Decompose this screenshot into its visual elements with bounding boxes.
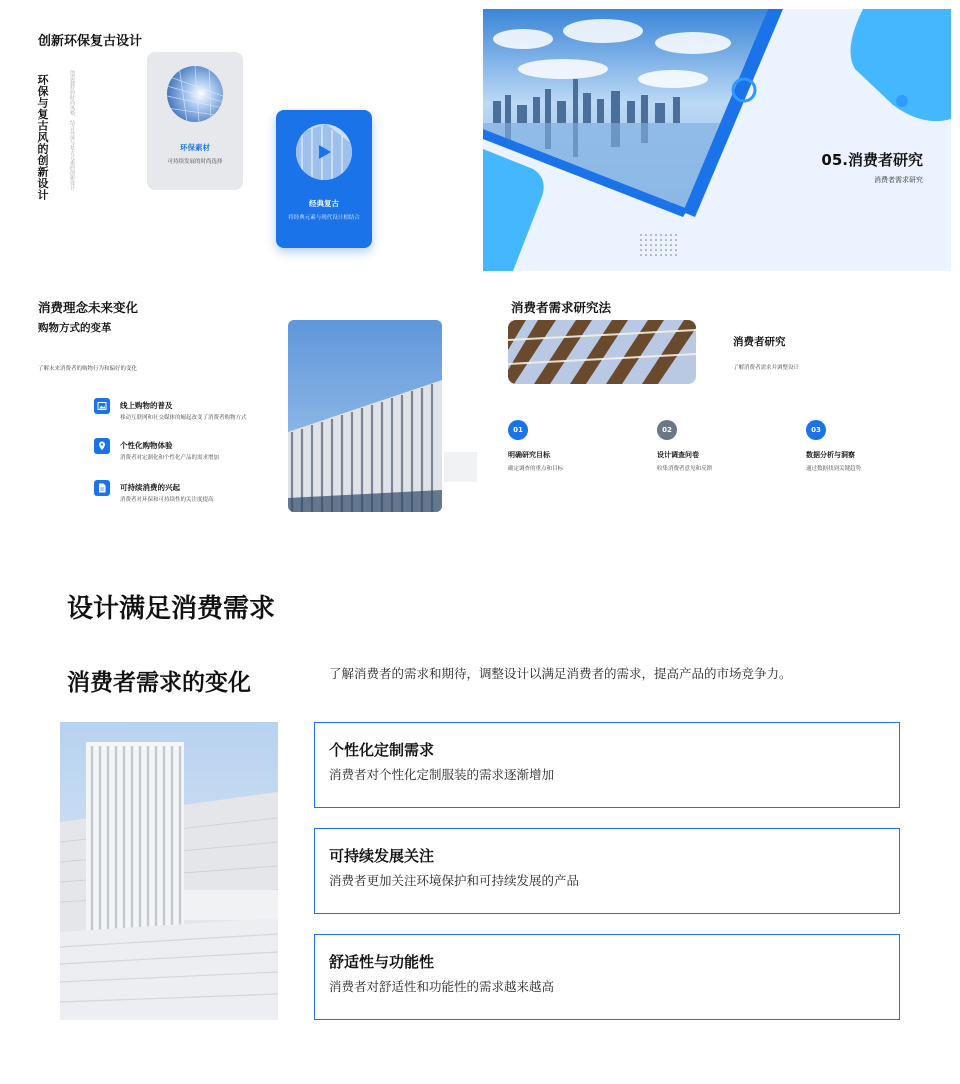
card-desc: 消费者对个性化定制服装的需求逐渐增加 — [329, 767, 555, 782]
feature-desc: 移动互联网和社交媒体的崛起改变了消费者购物方式 — [120, 415, 247, 421]
card-desc: 将经典元素与现代设计相结合 — [288, 215, 360, 221]
card-desc: 消费者更加关注环境保护和可持续发展的产品 — [329, 873, 580, 888]
slide-research-method — [483, 288, 951, 528]
intro-text: 了解消费者的需求和期待，调整设计以满足消费者的需求，提高产品的市场竞争力。 — [329, 666, 792, 681]
slide-design-meets-demand — [0, 560, 960, 1084]
feature-desc: 消费者对定制化和个性化产品的需求增加 — [120, 455, 220, 461]
card-title: 个性化定制需求 — [329, 741, 435, 759]
step-desc: 确定调查的重点和目标 — [508, 466, 564, 472]
slide-subtitle: 消费者需求的变化 — [67, 670, 251, 696]
section-title: 05.消费者研究 — [821, 151, 923, 169]
research-title: 消费者研究 — [733, 336, 786, 348]
intro-text: 了解未来消费者的购物行为和偏好的变化 — [38, 366, 138, 372]
step-number: 03 — [806, 420, 826, 440]
demand-card — [314, 828, 900, 914]
white-building-photo — [60, 722, 278, 1020]
slide-consumption-change — [0, 288, 478, 528]
slide-consumer-research-cover — [483, 9, 951, 271]
feature-desc: 消费者对环保和可持续性的关注度提高 — [120, 497, 214, 503]
slide-subtitle: 购物方式的变革 — [38, 322, 112, 334]
card-desc: 消费者对舒适性和功能性的需求越来越高 — [329, 979, 555, 994]
vertical-title: 环保与复古风的创新设计 — [36, 74, 49, 201]
play-icon — [315, 143, 333, 161]
building-photo — [288, 320, 442, 512]
image-icon — [94, 398, 110, 414]
slide-title: 创新环保复古设计 — [38, 34, 143, 49]
cover-graphic — [483, 9, 951, 271]
step-title: 数据分析与洞察 — [806, 451, 855, 459]
feature-item — [94, 398, 284, 428]
feature-item — [94, 480, 284, 510]
card-title: 环保素材 — [180, 143, 210, 152]
feature-title: 个性化购物体验 — [120, 441, 173, 450]
demand-card — [314, 934, 900, 1020]
document-icon — [94, 480, 110, 496]
step-number: 01 — [508, 420, 528, 440]
step-desc: 通过数据找到关键趋势 — [806, 466, 862, 472]
feature-item — [94, 438, 284, 468]
step-number: 02 — [657, 420, 677, 440]
card-title: 经典复古 — [309, 199, 339, 208]
feature-title: 可持续消费的兴起 — [120, 483, 180, 492]
vertical-subtitle: 创造独特的时尚风格，结合环保与复古元素的创新设计 — [69, 70, 75, 190]
step-desc: 收集消费者意见和反馈 — [657, 466, 713, 472]
card-title: 可持续发展关注 — [329, 847, 435, 865]
glass-building-photo — [296, 124, 352, 180]
slide-title: 设计满足消费需求 — [67, 594, 276, 624]
glass-facade-photo — [508, 320, 696, 384]
feature-title: 线上购物的普及 — [120, 401, 173, 410]
slide-title: 消费理念未来变化 — [38, 300, 139, 315]
card-desc: 可持续发展的时尚选择 — [167, 159, 223, 165]
step-title: 设计调查问卷 — [657, 451, 699, 459]
research-desc: 了解消费者需求并调整设计 — [733, 365, 800, 371]
decor-block — [444, 452, 477, 482]
slide-title: 消费者需求研究法 — [511, 300, 612, 315]
demand-card — [314, 722, 900, 808]
card-title: 舒适性与功能性 — [329, 953, 435, 971]
slide-eco-retro-design — [0, 0, 478, 272]
building-photo — [167, 66, 223, 122]
classic-retro-card — [276, 110, 372, 248]
eco-material-card — [147, 52, 243, 190]
section-subtitle: 消费者需求研究 — [874, 176, 923, 184]
step-title: 明确研究目标 — [508, 451, 550, 459]
location-icon — [94, 438, 110, 454]
